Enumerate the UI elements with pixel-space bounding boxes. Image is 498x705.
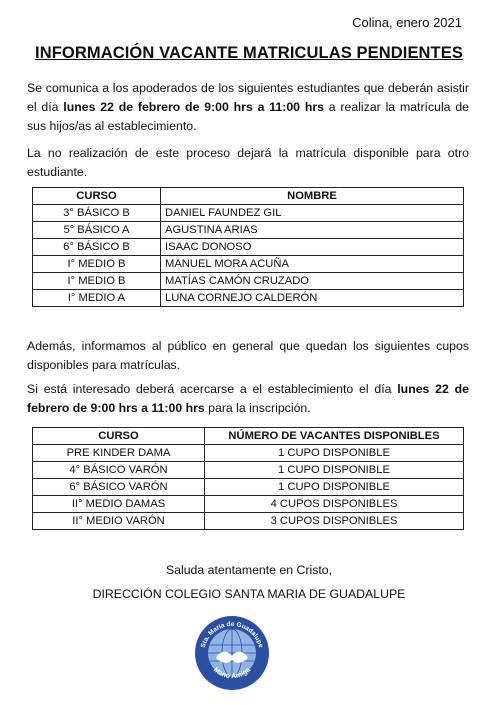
warning-paragraph: La no realización de este proceso dejará la matrícula disponible para otro estudiante. xyxy=(27,146,469,179)
table-row xyxy=(33,205,464,222)
students-table xyxy=(32,187,464,307)
table-row xyxy=(33,479,464,496)
vacancy-course: II° MEDIO VARÓN xyxy=(33,513,205,530)
interest-date-bold: lunes 22 de febrero de 9:00 hrs a 11:00 hrs xyxy=(27,382,469,415)
document-title: INFORMACIÓN VACANTE MATRICULAS PENDIENTES xyxy=(35,44,463,62)
table-row xyxy=(33,445,464,462)
student-course: 5° BÁSICO A xyxy=(33,222,161,239)
student-name: LUNA CORNEJO CALDERÓN xyxy=(161,290,464,307)
signature-direction: DIRECCIÓN COLEGIO SANTA MARIA DE GUADALUPE xyxy=(92,587,406,601)
vacancy-count: 1 CUPO DISPONIBLE xyxy=(205,479,464,496)
student-name: DANIEL FAUNDEZ GIL xyxy=(161,205,464,222)
student-name: AGUSTINA ARIAS xyxy=(161,222,464,239)
interest-text-pre: Si está interesado deberá acercarse a el establecimiento el día xyxy=(27,382,398,396)
document-date: Colina, enero 2021 xyxy=(352,15,462,30)
vacancy-course: 6° BÁSICO VARÓN xyxy=(33,479,205,496)
table-header-row xyxy=(33,428,464,445)
column-header-nombre: NOMBRE xyxy=(161,188,464,205)
seal-top-text: Sta. Maria de Guadalupe xyxy=(199,620,265,649)
closing-greeting: Saluda atentamente en Cristo, xyxy=(165,563,333,577)
intro-date-bold: lunes 22 de febrero de 9:00 hrs a 11:00 hrs xyxy=(63,100,324,114)
interest-paragraph xyxy=(27,380,469,418)
table-row xyxy=(33,513,464,530)
table-header-row xyxy=(33,188,464,205)
table-row xyxy=(33,462,464,479)
student-course: I° MEDIO B xyxy=(33,256,161,273)
table-row xyxy=(33,273,464,290)
vacancy-course: 4° BÁSICO VARÓN xyxy=(33,462,205,479)
interest-text-post: para la inscripción. xyxy=(204,401,311,415)
student-name: MANUEL MORA ACUÑA xyxy=(161,256,464,273)
intro-text-pre: Se comunica a los apoderados de los siguientes estudiantes que deberán asistir el día xyxy=(27,81,469,114)
student-course: 6° BÁSICO B xyxy=(33,239,161,256)
vacancy-course: II° MEDIO DAMAS xyxy=(33,496,205,513)
public-notice-paragraph: Además, informamos al público en general que quedan los siguientes cupos disponibles para matrículas. xyxy=(27,339,469,372)
table-row xyxy=(33,222,464,239)
school-seal-icon xyxy=(192,610,272,692)
student-course: 3° BÁSICO B xyxy=(33,205,161,222)
vacancy-count: 4 CUPOS DISPONIBLES xyxy=(205,496,464,513)
student-course: I° MEDIO A xyxy=(33,290,161,307)
seal-bottom-text: Mano Amiga xyxy=(211,666,253,681)
school-seal-graphic xyxy=(192,610,272,692)
student-name: MATÍAS CAMÓN CRUZADO xyxy=(161,273,464,290)
student-name: ISAAC DONOSO xyxy=(161,239,464,256)
vacancy-count: 3 CUPOS DISPONIBLES xyxy=(205,513,464,530)
intro-paragraph xyxy=(27,79,469,136)
table-row xyxy=(33,290,464,307)
column-header-vacantes: NÚMERO DE VACANTES DISPONIBLES xyxy=(205,428,464,445)
vacancy-count: 1 CUPO DISPONIBLE xyxy=(205,462,464,479)
vacancies-table xyxy=(32,427,464,530)
column-header-curso: CURSO xyxy=(33,188,161,205)
student-course: I° MEDIO B xyxy=(33,273,161,290)
table-row xyxy=(33,239,464,256)
table-row xyxy=(33,256,464,273)
vacancy-course: PRE KINDER DAMA xyxy=(33,445,205,462)
vacancy-count: 1 CUPO DISPONIBLE xyxy=(205,445,464,462)
table-row xyxy=(33,496,464,513)
intro-text-post: a realizar la matrícula de sus hijos/as al establecimiento. xyxy=(27,100,470,133)
column-header-curso: CURSO xyxy=(33,428,205,445)
